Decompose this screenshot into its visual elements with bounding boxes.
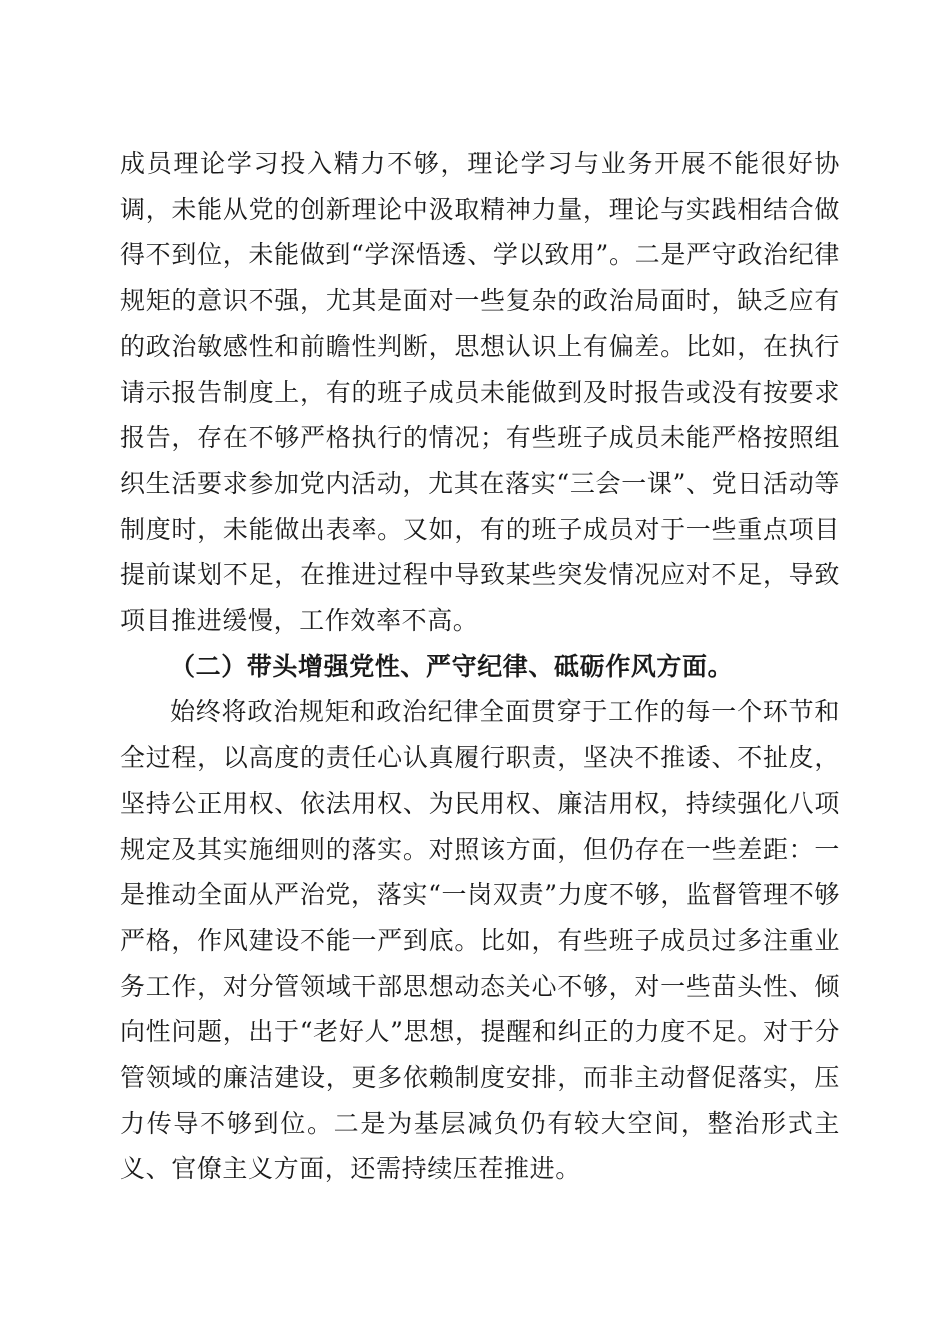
section-heading: （二）带头增强党性、严守纪律、砥砺作风方面。 [170, 651, 734, 681]
document-body [120, 141, 840, 1192]
paragraph-continuation: 成员理论学习投入精力不够，理论学习与业务开展不能很好协调，未能从党的创新理论中汲取精神力量，理论与实践相结合做得不到位，未能做到“学深悟透、学以致用”。二是严守政治纪律规矩的意识不强，尤其是面对一些复杂的政治局面时，缺乏应有的政治敏感性和前瞻性判断，思想认识上有偏差。比如，在执行请示报告制度上，有的班子成员未能做到及时报告或没有按要求报告，存在不够严格执行的情况；有些班子成员未能严格按照组织生活要求参加党内活动，尤其在落实“三会一课”、党日活动等制度时，未能做出表率。又如，有的班子成员对于一些重点项目提前谋划不足，在推进过程中导致某些突发情况应对不足，导致项目推进缓慢，工作效率不高。 [120, 149, 840, 636]
paragraph-body: 始终将政治规矩和政治纪律全面贯穿于工作的每一个环节和全过程，以高度的责任心认真履行职责，坚决不推诿、不扯皮，坚持公正用权、依法用权、为民用权、廉洁用权，持续强化八项规定及其实施细则的落实。对照该方面，但仍存在一些差距：一是推动全面从严治党，落实“一岗双责”力度不够，监督管理不够严格，作风建设不能一严到底。比如，有些班子成员过多注重业务工作，对分管领域干部思想动态关心不够，对一些苗头性、倾向性问题，出于“老好人”思想，提醒和纠正的力度不足。对于分管领域的廉洁建设，更多依赖制度安排，而非主动督促落实，压力传导不够到位。二是为基层减负仍有较大空间，整治形式主义、官僚主义方面，还需持续压茬推进。 [120, 697, 840, 1184]
